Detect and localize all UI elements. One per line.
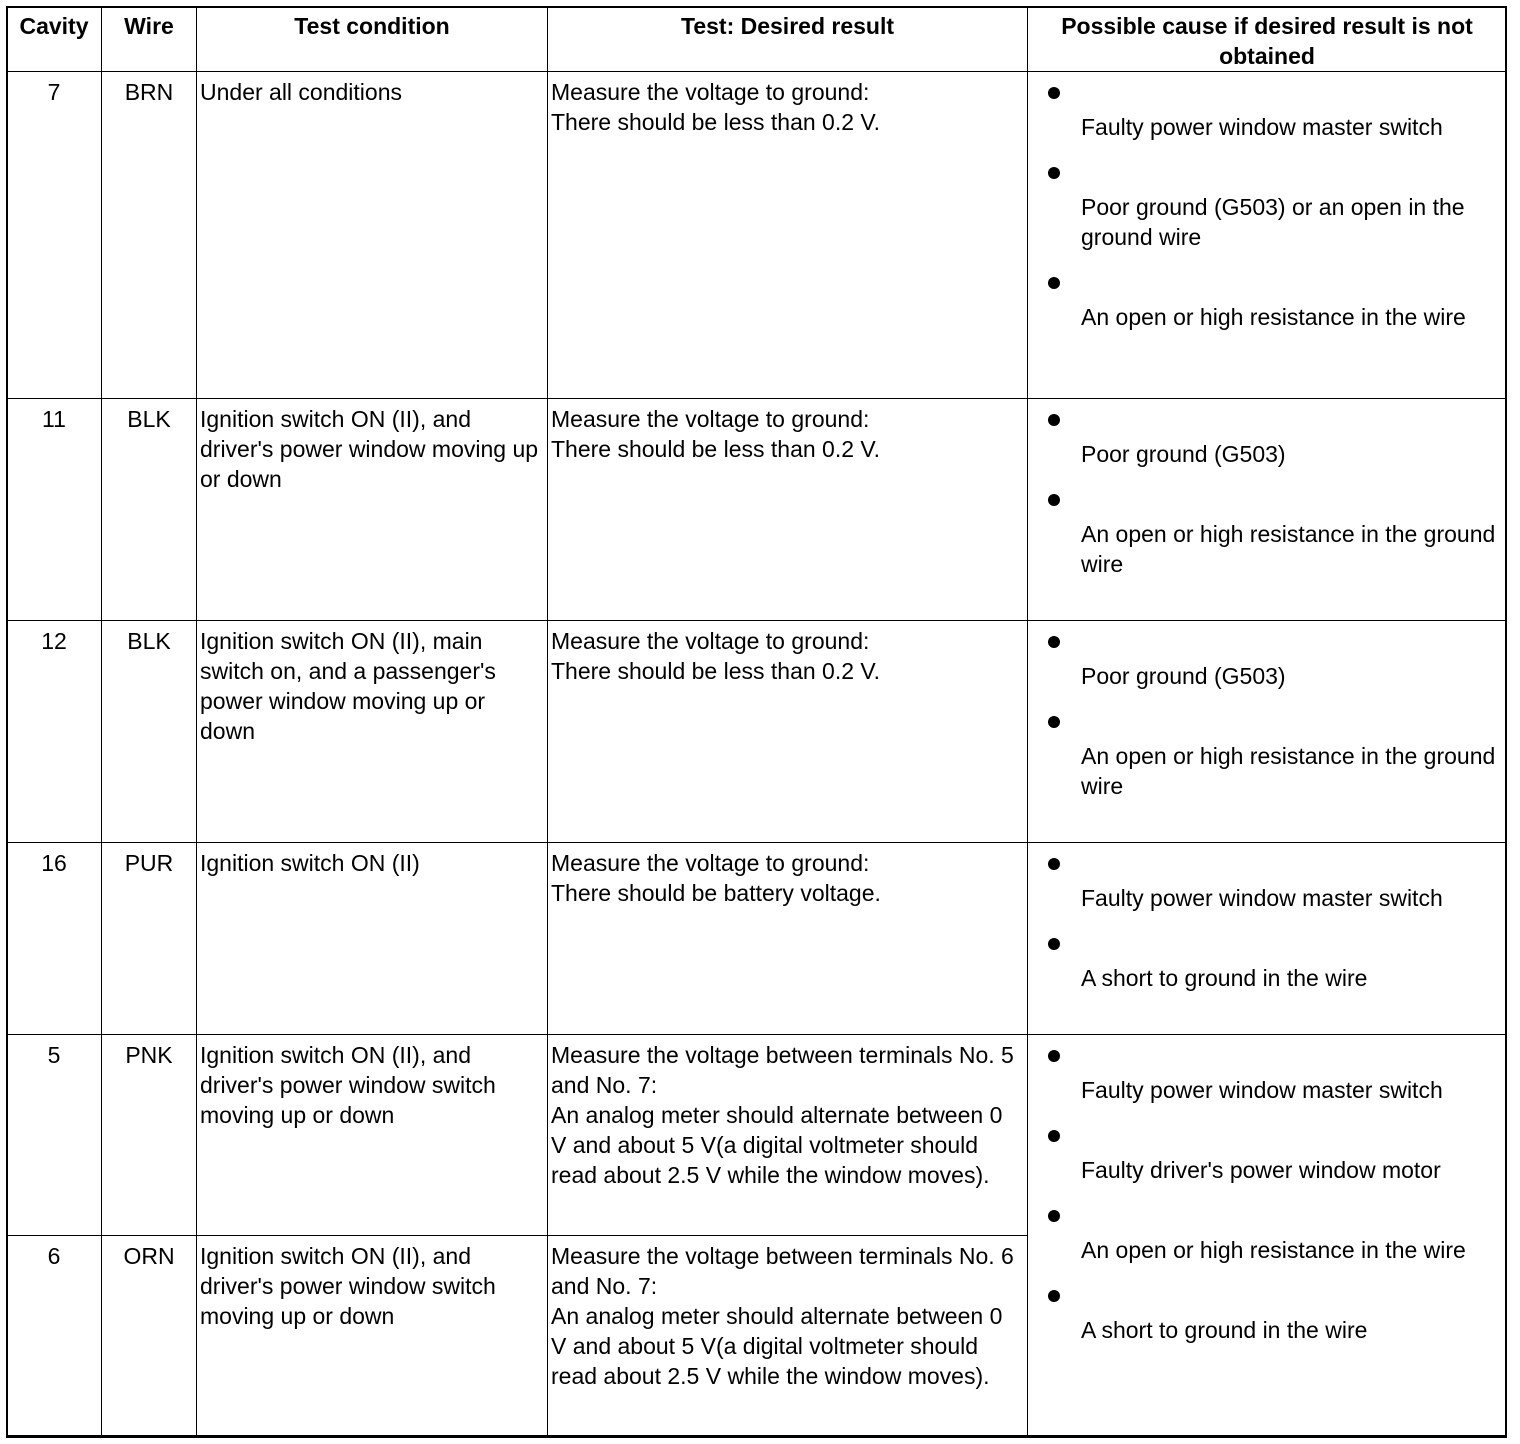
result-line: Measure the voltage between terminals No. 5 and No. 7: [551,1042,1014,1098]
header-test-condition: Test condition [197,7,548,72]
cavity-cell: 16 [7,843,102,1035]
wire-cell: ORN [102,1236,197,1436]
cause-cell [1028,399,1507,621]
cause-item [1048,848,1498,913]
result-cell [548,399,1028,621]
header-desired-result: Test: Desired result [548,7,1028,72]
wire-cell: PNK [102,1035,197,1236]
bullet-icon [1048,716,1060,728]
condition-cell: Ignition switch ON (II), and driver's power window moving up or down [197,399,548,621]
cause-item [1048,1120,1498,1185]
cause-text: An open or high resistance in the ground wire [1081,521,1496,577]
condition-cell: Under all conditions [197,72,548,399]
result-line: There should be less than 0.2 V. [551,658,881,684]
cause-text: An open or high resistance in the wire [1081,304,1466,330]
bullet-icon [1048,1210,1060,1222]
cause-item [1048,267,1498,332]
cavity-cell: 12 [7,621,102,843]
cause-text: Faulty power window master switch [1081,114,1443,140]
cause-item [1048,157,1498,252]
cause-item [1048,1040,1498,1105]
bullet-icon [1048,1130,1060,1142]
cause-text: Faulty power window master switch [1081,885,1443,911]
result-line: Measure the voltage to ground: [551,850,870,876]
diagnostic-table-sheet [6,6,1506,1437]
header-possible-cause: Possible cause if desired result is not obtained [1028,7,1507,72]
cause-text: An open or high resistance in the wire [1081,1237,1466,1263]
table-row [7,843,1507,1035]
bullet-icon [1048,87,1060,99]
cavity-cell: 6 [7,1236,102,1436]
wire-cell: PUR [102,843,197,1035]
cause-text: A short to ground in the wire [1081,965,1368,991]
result-line: Measure the voltage to ground: [551,79,870,105]
cause-cell [1028,843,1507,1035]
result-cell [548,1236,1028,1436]
bullet-icon [1048,938,1060,950]
result-cell [548,843,1028,1035]
cause-text: A short to ground in the wire [1081,1317,1368,1343]
cause-cell [1028,621,1507,843]
bullet-icon [1048,858,1060,870]
cause-text: Poor ground (G503) [1081,441,1286,467]
result-line: There should be less than 0.2 V. [551,436,881,462]
bullet-icon [1048,277,1060,289]
header-cavity: Cavity [7,7,102,72]
cause-text: An open or high resistance in the ground wire [1081,743,1496,799]
result-line: Measure the voltage to ground: [551,406,870,432]
cause-item [1048,706,1498,801]
bullet-icon [1048,414,1060,426]
cause-item [1048,928,1498,993]
bullet-icon [1048,494,1060,506]
table-row [7,621,1507,843]
bullet-icon [1048,1290,1060,1302]
wire-cell: BRN [102,72,197,399]
condition-cell: Ignition switch ON (II), and driver's power window switch moving up or down [197,1236,548,1436]
cause-item [1048,484,1498,579]
result-line: There should be less than 0.2 V. [551,109,881,135]
table-row [7,72,1507,399]
cavity-cell: 11 [7,399,102,621]
bullet-icon [1048,167,1060,179]
result-line: An analog meter should alternate between 0 V and about 5 V(a digital voltmeter should read about 2.5 V while the window moves). [551,1303,1003,1389]
cause-text: Poor ground (G503) [1081,663,1286,689]
result-line: An analog meter should alternate between 0 V and about 5 V(a digital voltmeter should read about 2.5 V while the window moves). [551,1102,1003,1188]
bullet-icon [1048,1050,1060,1062]
header-wire: Wire [102,7,197,72]
condition-cell: Ignition switch ON (II) [197,843,548,1035]
cause-item [1048,1280,1498,1345]
cause-text: Faulty power window master switch [1081,1077,1443,1103]
cause-cell [1028,1035,1507,1436]
cause-text: Poor ground (G503) or an open in the ground wire [1081,194,1465,250]
condition-cell: Ignition switch ON (II), main switch on, and a passenger's power window moving up or down [197,621,548,843]
bullet-icon [1048,636,1060,648]
cause-item [1048,77,1498,142]
cavity-cell: 5 [7,1035,102,1236]
result-cell [548,1035,1028,1236]
cause-cell [1028,72,1507,399]
result-line: Measure the voltage to ground: [551,628,870,654]
table-row [7,399,1507,621]
cause-item [1048,1200,1498,1265]
result-cell [548,72,1028,399]
result-line: There should be battery voltage. [551,880,881,906]
connector-test-table [6,6,1507,1436]
table-row [7,1035,1507,1236]
cavity-cell: 7 [7,72,102,399]
cause-text: Faulty driver's power window motor [1081,1157,1441,1183]
result-cell [548,621,1028,843]
result-line: Measure the voltage between terminals No. 6 and No. 7: [551,1243,1014,1299]
cause-item [1048,626,1498,691]
condition-cell: Ignition switch ON (II), and driver's power window switch moving up or down [197,1035,548,1236]
wire-cell: BLK [102,399,197,621]
wire-cell: BLK [102,621,197,843]
cause-item [1048,404,1498,469]
header-row [7,7,1507,72]
